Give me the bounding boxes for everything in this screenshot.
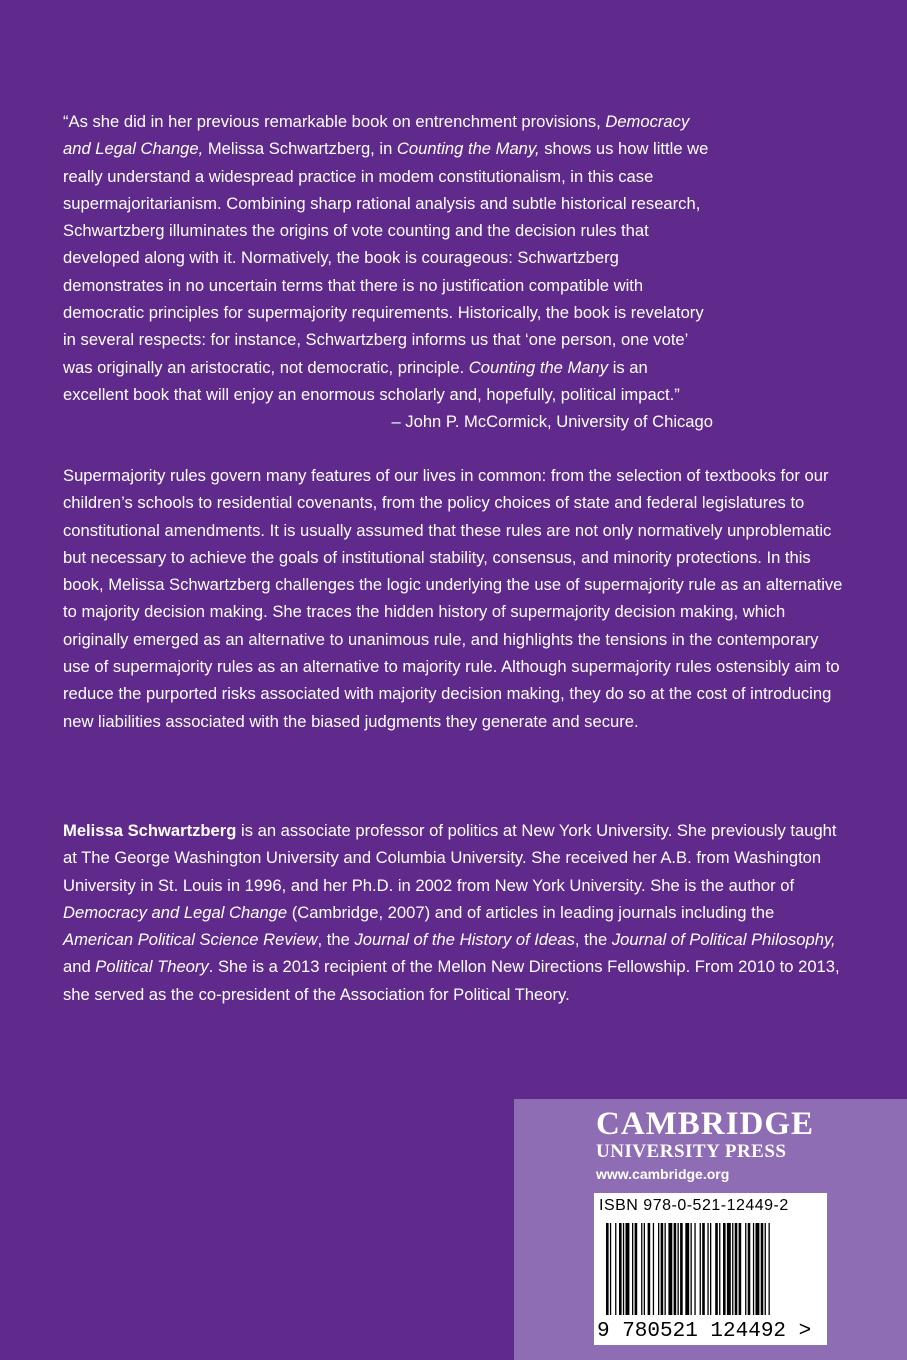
bio-segment: Democracy and Legal Change (63, 902, 288, 922)
publisher-name: CAMBRIDGE (596, 1106, 815, 1142)
author-bio (63, 817, 843, 1008)
bio-segment: Political Theory (95, 957, 209, 977)
description-text: Supermajority rules govern many features of our lives in common: from the selection of textbooks for our children’s schools to residential covenants, from the policy choices of state and federal legislatures to constitutional amendments. It is usually assumed that these rules are not only normatively unproblematic but necessary to achieve the goals of institutional stability, consensus, and minority protections. In this book, Melissa Schwartzberg challenges the logic underlying the use of supermajority rule as an alternative to majority decision making. She traces the hidden history of supermajority decision making, which originally emerged as an alternative to unanimous rule, and highlights the tensions in the contemporary use of supermajority rules as an alternative to majority rule. Although supermajority rules ostensibly aim to reduce the purported risks associated with majority decision making, they do so at the cost of introducing new liabilities associated with the biased judgments they generate and secure. (63, 466, 843, 731)
quote-segment: Counting the Many, (396, 139, 540, 159)
quote-segment: shows us how little we really understand a widespread practice in modem constitutionalism, in this case supermajoritarianism. Combining sharp rational analysis and subtle historical research, Schwartzberg illuminates the origins of vote counting and the decision rules that developed along with it. Normatively, the book is courageous: Schwartzberg demonstrates in no uncertain terms that there is no justification compatible with democratic principles for supermajority requirements. Historically, the book is revelatory in several respects: for instance, Schwartzberg informs us that ‘one person, one vote’ was originally an aristocratic, not democratic, principle. (63, 139, 709, 377)
barcode-icon (594, 1219, 827, 1319)
bio-segment: Journal of the History of Ideas (354, 930, 575, 950)
quote-attribution: – John P. McCormick, University of Chicago (391, 412, 713, 432)
book-description (63, 462, 843, 735)
publisher-url: www.cambridge.org (596, 1166, 730, 1182)
publisher-logo (596, 1107, 826, 1182)
bio-segment: Journal of Political Philosophy, (611, 930, 836, 950)
barcode-digits: 9 780521 124492 > (597, 1320, 812, 1343)
endorsement-quote (63, 108, 843, 436)
bio-segment: Melissa Schwartzberg (63, 821, 237, 840)
quote-segment: Melissa Schwartzberg, in (203, 139, 397, 159)
bio-segment: (Cambridge, 2007) and of articles in leading journals including the (287, 902, 775, 922)
quote-text (63, 108, 713, 408)
bio-segment: American Political Science Review (63, 930, 318, 950)
bio-segment: and (63, 957, 96, 977)
bio-segment: , the (574, 930, 612, 950)
bio-segment: is an associate professor of politics at New York University. She previously taught at The George Washington University and Columbia University. She received her A.B. from Washington University in St. Louis in 1996, and her Ph.D. in 2002 from New York University. She is the author of (63, 821, 837, 895)
quote-segment: is an excellent book that will enjoy an enormous scholarly and, hopefully, political impact.” (63, 357, 680, 404)
isbn-label: ISBN 978-0-521-12449-2 (599, 1197, 789, 1214)
bio-segment: , the (317, 930, 355, 950)
isbn-barcode (594, 1193, 827, 1345)
quote-segment: “As she did in her previous remarkable book on entrenchment provisions, (63, 112, 606, 131)
publisher-panel (514, 1099, 907, 1360)
quote-segment: Counting the Many (468, 357, 609, 377)
publisher-subname: UNIVERSITY PRESS (596, 1141, 787, 1162)
bio-segment: . She is a 2013 recipient of the Mellon New Directions Fellowship. From 2010 to 2013, she served as the co-president of the Association for Political Theory. (63, 957, 840, 1004)
bio-text (63, 817, 843, 1008)
quote-segment: Democracy and Legal Change, (63, 112, 690, 159)
